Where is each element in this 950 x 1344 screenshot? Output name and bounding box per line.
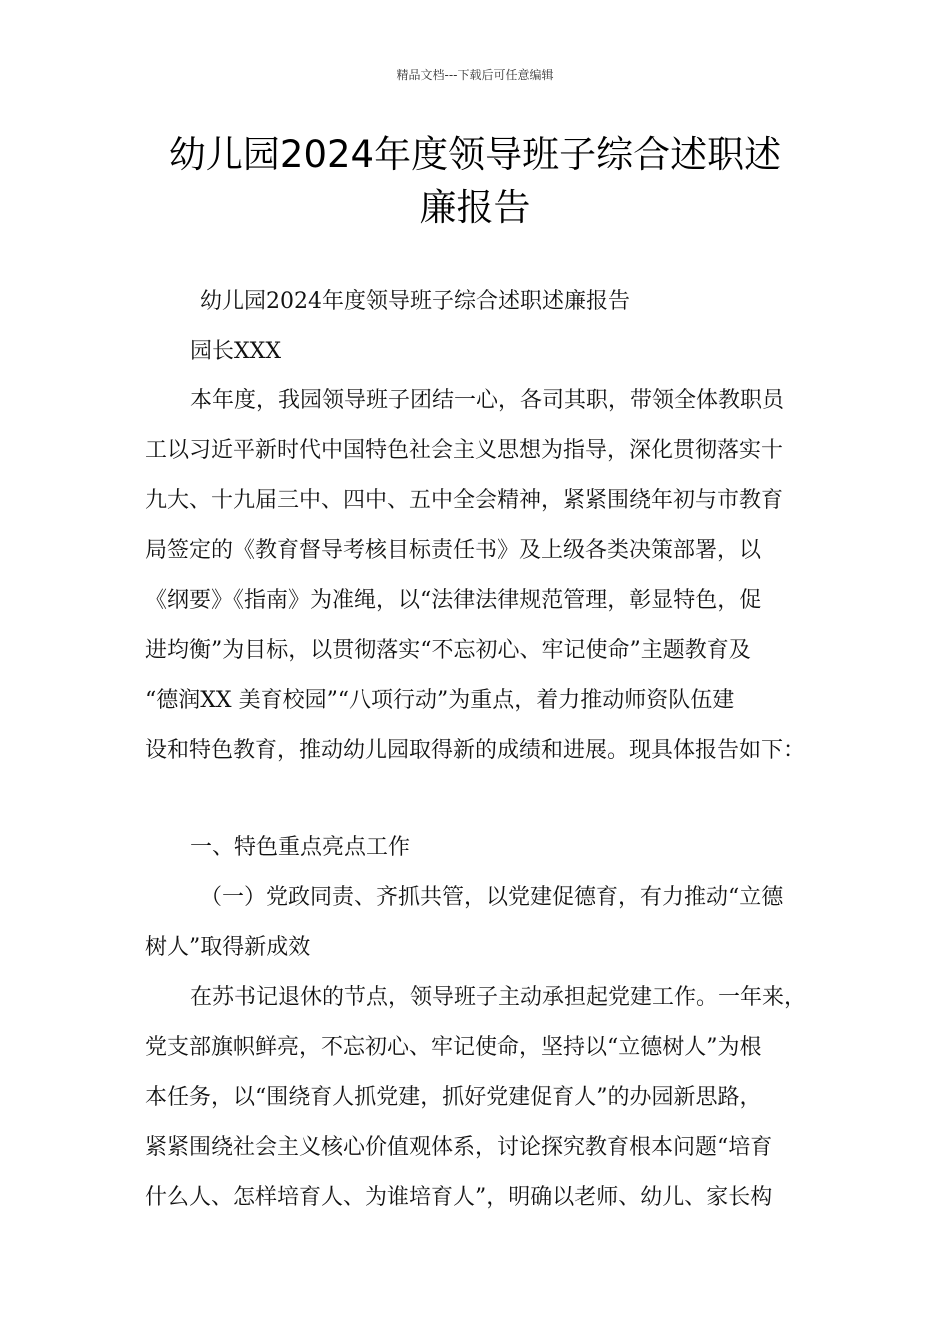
- paragraph-line: 党支部旗帜鲜亮，不忘初心、牢记使命，坚持以“立德树人”为根: [145, 1035, 762, 1060]
- document-title: [130, 128, 820, 234]
- header-watermark: 精品文档---下载后可任意编辑: [396, 68, 554, 82]
- paragraph-line: 进均衡”为目标，以贯彻落实“不忘初心、牢记使命”主题教育及: [145, 638, 751, 663]
- paragraph-line: 在苏书记退休的节点，领导班子主动承担起党建工作。一年来，: [190, 985, 807, 1010]
- title-line-1: 幼儿园2024年度领导班子综合述职述: [168, 133, 782, 176]
- paragraph-line: 本任务，以“围绕育人抓党建，抓好党建促育人”的办园新思路，: [145, 1085, 762, 1110]
- paragraph-line: 九大、十九届三中、四中、五中全会精神，紧紧围绕年初与市教育: [145, 488, 784, 513]
- paragraph-line: 什么人、怎样培育人、为谁培育人”，明确以老师、幼儿、家长构: [145, 1185, 773, 1210]
- document-subtitle: 幼儿园2024年度领导班子综合述职述廉报告: [200, 289, 630, 314]
- paragraph-line: 紧紧围绕社会主义核心价值观体系，讨论探究教育根本问题“培育: [145, 1135, 773, 1160]
- subsection-line: （一）党政同责、齐抓共管，以党建促德育，有力推动“立德: [200, 885, 784, 910]
- subsection-line: 树人”取得新成效: [145, 935, 311, 960]
- paragraph-line: 局签定的《教育督导考核目标责任书》及上级各类决策部署，以: [145, 538, 762, 563]
- paragraph-line: 设和特色教育，推动幼儿园取得新的成绩和进展。现具体报告如下：: [145, 738, 806, 763]
- paragraph-line: 本年度，我园领导班子团结一心，各司其职，带领全体教职员: [190, 388, 785, 413]
- section-heading: 一、特色重点亮点工作: [190, 835, 411, 860]
- paragraph-line: “德润XX 美育校园”“八项行动”为重点，着力推动师资队伍建: [145, 688, 735, 713]
- paragraph-line: 《纲要》《指南》为准绳，以“法律法律规范管理，彰显特色，促: [145, 588, 762, 613]
- author-line: 园长XXX: [190, 339, 281, 364]
- paragraph-line: 工以习近平新时代中国特色社会主义思想为指导，深化贯彻落实十: [145, 438, 784, 463]
- title-line-2: 廉报告: [419, 186, 531, 229]
